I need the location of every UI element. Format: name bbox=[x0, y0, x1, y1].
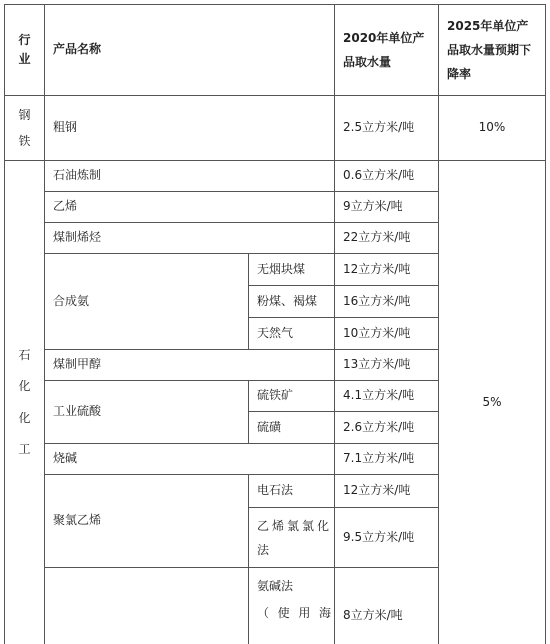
header-product bbox=[44, 4, 334, 95]
row-pvc-sub-1-text: 乙烯氯氯化法 bbox=[257, 518, 330, 557]
steel-product bbox=[44, 95, 334, 160]
row-pvc-sub-0-water bbox=[334, 474, 438, 507]
row-sulfuric-sub-1-text: 硫磺 bbox=[257, 419, 282, 434]
petro-decline bbox=[438, 160, 546, 644]
row-pvc-product-text: 聚氯乙烯 bbox=[53, 513, 102, 528]
row-coal-methanol-water bbox=[334, 349, 438, 380]
row-sulfuric-product bbox=[44, 380, 248, 443]
row-petroleum-water-text: 0.6立方米/吨 bbox=[343, 168, 415, 183]
row-ammonia-sub-0-water-text: 12立方米/吨 bbox=[343, 261, 411, 276]
row-sulfuric-sub-1-water-text: 2.6立方米/吨 bbox=[343, 419, 415, 434]
row-coal-olefins-product bbox=[44, 222, 334, 253]
row-soda-water-text: 8立方米/吨 bbox=[343, 608, 403, 622]
row-ammonia-sub-1-water-text: 16立方米/吨 bbox=[343, 293, 411, 308]
row-soda-sub bbox=[248, 567, 334, 644]
row-ammonia-sub-0 bbox=[248, 253, 334, 285]
row-soda-sub-line1: 氨碱法 bbox=[257, 579, 294, 593]
row-sulfuric-sub-1-water bbox=[334, 411, 438, 443]
row-pvc-sub-0-text: 电石法 bbox=[257, 483, 294, 498]
row-ammonia-product bbox=[44, 253, 248, 349]
header-water-2020-text: 2020年单位产品取水量 bbox=[343, 31, 425, 69]
steel-decline-text: 10% bbox=[478, 120, 506, 135]
row-pvc-sub-1-water bbox=[334, 507, 438, 567]
row-pvc-sub-0-water-text: 12立方米/吨 bbox=[343, 483, 411, 498]
row-coal-methanol-product bbox=[44, 349, 334, 380]
row-ammonia-sub-0-water bbox=[334, 253, 438, 285]
petro-decline-text: 5% bbox=[482, 394, 502, 409]
row-ammonia-sub-0-text: 无烟块煤 bbox=[257, 261, 306, 276]
row-ammonia-product-text: 合成氨 bbox=[53, 293, 90, 308]
row-pvc-product bbox=[44, 474, 248, 567]
steel-industry bbox=[4, 95, 44, 160]
row-ammonia-sub-2 bbox=[248, 317, 334, 349]
row-caustic-water-text: 7.1立方米/吨 bbox=[343, 451, 415, 466]
row-coal-methanol-water-text: 13立方米/吨 bbox=[343, 357, 411, 372]
row-sulfuric-sub-0-text: 硫铁矿 bbox=[257, 388, 294, 403]
steel-product-text: 粗钢 bbox=[53, 120, 78, 135]
row-sulfuric-product-text: 工业硫酸 bbox=[53, 404, 102, 419]
header-industry-text: 行业 bbox=[18, 32, 31, 66]
row-pvc-sub-1-water-text: 9.5立方米/吨 bbox=[343, 529, 415, 544]
header-decline-2025-text: 2025年单位产品取水量预期下降率 bbox=[447, 19, 532, 81]
row-soda-sub-line2: （使用海 bbox=[257, 606, 331, 620]
row-petroleum-product-text: 石油炼制 bbox=[53, 168, 102, 183]
row-ammonia-sub-2-text: 天然气 bbox=[257, 325, 294, 340]
row-sulfuric-sub-1 bbox=[248, 411, 334, 443]
row-coal-olefins-product-text: 煤制烯烃 bbox=[53, 230, 102, 245]
row-ammonia-sub-1 bbox=[248, 285, 334, 317]
row-ethylene-product-text: 乙烯 bbox=[53, 199, 78, 214]
row-ammonia-sub-1-text: 粉煤、褐煤 bbox=[257, 293, 318, 308]
row-sulfuric-sub-0-water-text: 4.1立方米/吨 bbox=[343, 388, 415, 403]
row-sulfuric-sub-0 bbox=[248, 380, 334, 411]
steel-industry-text: 钢铁 bbox=[18, 107, 31, 148]
row-ammonia-sub-2-water bbox=[334, 317, 438, 349]
row-pvc-sub-0 bbox=[248, 474, 334, 507]
petro-industry bbox=[4, 160, 44, 644]
row-sulfuric-sub-0-water bbox=[334, 380, 438, 411]
row-caustic-product-text: 烧碱 bbox=[53, 451, 78, 466]
row-caustic-product bbox=[44, 443, 334, 474]
row-petroleum-product bbox=[44, 160, 334, 191]
row-caustic-water bbox=[334, 443, 438, 474]
water-intake-table bbox=[4, 4, 546, 644]
row-ethylene-water bbox=[334, 191, 438, 222]
steel-decline bbox=[438, 95, 546, 160]
row-ethylene-water-text: 9立方米/吨 bbox=[343, 199, 403, 214]
row-petroleum-water bbox=[334, 160, 438, 191]
row-ethylene-product bbox=[44, 191, 334, 222]
header-product-text: 产品名称 bbox=[53, 42, 102, 57]
row-coal-methanol-product-text: 煤制甲醇 bbox=[53, 357, 102, 372]
header-decline-2025 bbox=[438, 4, 546, 95]
header-water-2020 bbox=[334, 4, 438, 95]
row-ammonia-sub-1-water bbox=[334, 285, 438, 317]
steel-water-text: 2.5立方米/吨 bbox=[343, 120, 415, 135]
row-coal-olefins-water-text: 22立方米/吨 bbox=[343, 230, 411, 245]
row-coal-olefins-water bbox=[334, 222, 438, 253]
petro-industry-text: 石化化工 bbox=[18, 348, 31, 456]
header-industry bbox=[4, 4, 44, 95]
row-pvc-sub-1 bbox=[248, 507, 334, 567]
row-ammonia-sub-2-water-text: 10立方米/吨 bbox=[343, 325, 411, 340]
row-soda-product bbox=[44, 567, 248, 644]
row-soda-water bbox=[334, 567, 438, 644]
steel-water bbox=[334, 95, 438, 160]
